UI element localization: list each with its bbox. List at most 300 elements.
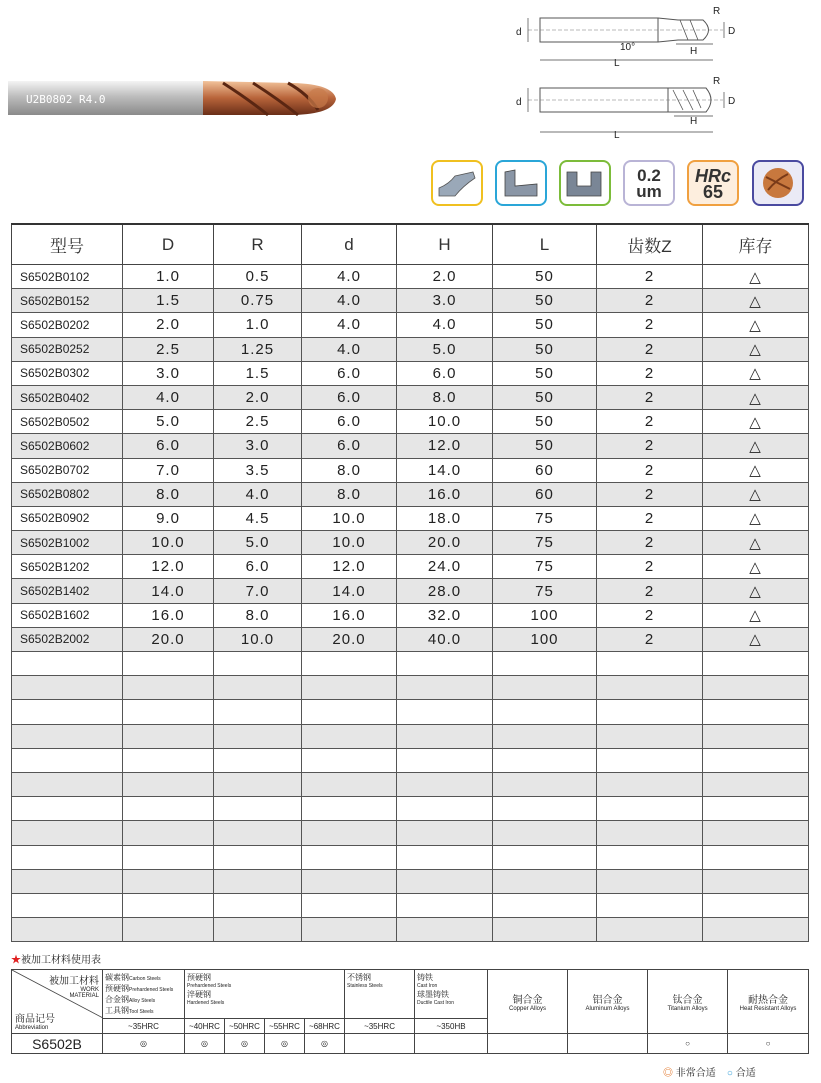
model-cell — [12, 652, 123, 676]
table-cell: 50 — [493, 385, 597, 409]
table-cell: 16.0 — [302, 603, 397, 627]
table-cell — [214, 652, 302, 676]
group-copper — [488, 970, 568, 1034]
table-cell — [703, 772, 809, 796]
table-row — [12, 410, 809, 434]
table-cell: 2.0 — [123, 313, 214, 337]
table-cell: △ — [703, 265, 809, 289]
model-cell: S6502B0902 — [12, 506, 123, 530]
table-cell — [703, 700, 809, 724]
hardness-cell: ~68HRC — [305, 1019, 345, 1034]
table-cell: 8.0 — [123, 482, 214, 506]
table-cell: 2 — [597, 337, 703, 361]
table-cell: 18.0 — [397, 506, 493, 530]
table-cell: 2 — [597, 289, 703, 313]
table-cell — [214, 918, 302, 942]
hardness-cell: ~350HB — [415, 1019, 488, 1034]
table-cell: 1.0 — [123, 265, 214, 289]
table-cell — [397, 893, 493, 917]
table-row — [12, 458, 809, 482]
prehard2-en: Prehardened Steels — [187, 983, 232, 989]
table-cell: 4.0 — [214, 482, 302, 506]
hardness-cell: ~35HRC — [345, 1019, 415, 1034]
table-cell — [493, 748, 597, 772]
table-cell: 2 — [597, 434, 703, 458]
table-cell: 4.0 — [397, 313, 493, 337]
legend-very-suitable: 非常合适 — [675, 1068, 716, 1079]
table-cell — [214, 821, 302, 845]
table-cell — [397, 652, 493, 676]
label-R-bottom: R — [713, 76, 721, 87]
table-cell: 5.0 — [123, 410, 214, 434]
table-cell: 50 — [493, 410, 597, 434]
caption-star: ★ — [11, 955, 21, 966]
table-row — [12, 772, 809, 796]
mark-cell: ○ — [648, 1034, 728, 1054]
table-cell — [397, 772, 493, 796]
table-cell — [597, 724, 703, 748]
table-cell — [493, 845, 597, 869]
table-row — [12, 918, 809, 942]
table-cell — [597, 918, 703, 942]
table-row — [12, 579, 809, 603]
model-cell: S6502B0402 — [12, 385, 123, 409]
table-cell — [123, 772, 214, 796]
table-cell: 4.0 — [302, 289, 397, 313]
legend-suitable: 合适 — [735, 1068, 756, 1079]
model-cell: S6502B0702 — [12, 458, 123, 482]
table-cell: 2 — [597, 603, 703, 627]
table-cell: 2 — [597, 506, 703, 530]
mark-cell: ◎ — [185, 1034, 225, 1054]
ductile-en: Ductile Cast Iron — [417, 1000, 454, 1006]
label-R-top: R — [713, 6, 721, 17]
carbon-cn: 碳素钢 — [105, 973, 129, 982]
mark-cell — [488, 1034, 568, 1054]
table-cell — [493, 918, 597, 942]
mark-cell — [415, 1034, 488, 1054]
shoulder-milling-icon — [495, 160, 547, 206]
model-cell: S6502B2002 — [12, 627, 123, 651]
table-cell: 20.0 — [123, 627, 214, 651]
corner-material-en2: MATERIAL — [69, 993, 99, 999]
table-cell — [123, 821, 214, 845]
table-row — [12, 700, 809, 724]
table-cell: 2.5 — [123, 337, 214, 361]
table-cell — [703, 676, 809, 700]
table-cell: 75 — [493, 555, 597, 579]
table-cell — [302, 748, 397, 772]
table-cell: 6.0 — [302, 361, 397, 385]
table-cell: 2.5 — [214, 410, 302, 434]
model-cell — [12, 869, 123, 893]
tool-photo — [8, 74, 338, 124]
hardness-cell: ~50HRC — [225, 1019, 265, 1034]
dimension-drawing-top — [508, 2, 748, 72]
table-cell: 9.0 — [123, 506, 214, 530]
table-row — [12, 724, 809, 748]
copper-en: Copper Alloys — [509, 1006, 547, 1012]
model-cell: S6502B0102 — [12, 265, 123, 289]
model-cell — [12, 893, 123, 917]
table-cell: △ — [703, 289, 809, 313]
aluminum-en: Aluminum Alloys — [585, 1006, 630, 1012]
header-R: R — [214, 224, 302, 265]
table-cell — [397, 797, 493, 821]
aluminum-cn: 铝合金 — [592, 995, 623, 1006]
table-row — [12, 869, 809, 893]
label-d-top: d — [516, 27, 522, 38]
titanium-cn: 钛合金 — [672, 995, 703, 1006]
table-cell — [214, 893, 302, 917]
model-cell — [12, 676, 123, 700]
table-cell: 75 — [493, 506, 597, 530]
table-cell: 6.0 — [123, 434, 214, 458]
corner-material-cn: 被加工材料 — [49, 976, 99, 987]
table-cell: 3.0 — [123, 361, 214, 385]
table-cell: 4.0 — [302, 337, 397, 361]
table-cell: △ — [703, 385, 809, 409]
coating-unit: um — [636, 182, 662, 201]
table-cell: 10.0 — [397, 410, 493, 434]
header-stock: 库存 — [703, 224, 809, 265]
table-cell: 1.5 — [123, 289, 214, 313]
label-D-top: D — [728, 26, 736, 37]
table-cell — [703, 918, 809, 942]
table-cell: 6.0 — [302, 410, 397, 434]
table-cell — [302, 797, 397, 821]
legend-very-suitable-mark: ◎ — [663, 1068, 673, 1079]
table-cell — [703, 797, 809, 821]
hardness-cell: ~40HRC — [185, 1019, 225, 1034]
cast-en: Cast Iron — [417, 983, 438, 989]
table-cell: 50 — [493, 313, 597, 337]
corner-product-cn: 商品记号 — [15, 1014, 55, 1025]
label-D-bottom: D — [728, 96, 736, 107]
table-cell — [302, 700, 397, 724]
model-cell: S6502B1202 — [12, 555, 123, 579]
table-cell — [302, 676, 397, 700]
product-abbreviation: S6502B — [12, 1034, 103, 1054]
table-cell: △ — [703, 531, 809, 555]
table-cell: 3.5 — [214, 458, 302, 482]
table-cell: 2.0 — [397, 265, 493, 289]
table-row — [12, 434, 809, 458]
table-cell: 2 — [597, 555, 703, 579]
table-cell — [597, 821, 703, 845]
corner-product-en: Abbreviation — [15, 1025, 49, 1031]
table-cell — [703, 724, 809, 748]
table-cell: 50 — [493, 337, 597, 361]
model-cell — [12, 700, 123, 724]
table-cell: △ — [703, 579, 809, 603]
mark-cell: ◎ — [265, 1034, 305, 1054]
table-cell: 6.0 — [397, 361, 493, 385]
mark-cell: ◎ — [225, 1034, 265, 1054]
table-cell — [397, 821, 493, 845]
table-cell: △ — [703, 627, 809, 651]
table-cell — [493, 700, 597, 724]
model-cell: S6502B0602 — [12, 434, 123, 458]
table-cell: 8.0 — [302, 458, 397, 482]
table-cell — [123, 700, 214, 724]
table-cell — [302, 652, 397, 676]
table-cell: 10.0 — [302, 506, 397, 530]
table-cell: 2 — [597, 313, 703, 337]
table-cell: 5.0 — [397, 337, 493, 361]
model-cell: S6502B1002 — [12, 531, 123, 555]
table-cell — [703, 821, 809, 845]
table-cell — [123, 748, 214, 772]
table-cell — [493, 821, 597, 845]
table-row — [12, 313, 809, 337]
table-cell — [302, 869, 397, 893]
table-cell — [123, 652, 214, 676]
table-cell — [397, 700, 493, 724]
table-cell: 10.0 — [123, 531, 214, 555]
hardened-cn: 淬硬钢 — [187, 990, 211, 999]
table-cell: 2 — [597, 265, 703, 289]
model-cell: S6502B1402 — [12, 579, 123, 603]
table-cell — [493, 772, 597, 796]
table-cell: 3.0 — [214, 434, 302, 458]
legend — [663, 1064, 756, 1079]
table-cell: 24.0 — [397, 555, 493, 579]
table-cell: 5.0 — [214, 531, 302, 555]
table-row — [12, 361, 809, 385]
table-cell: 6.0 — [302, 434, 397, 458]
table-row — [12, 797, 809, 821]
titanium-en: Titanium Alloys — [667, 1006, 708, 1012]
table-cell: 12.0 — [302, 555, 397, 579]
table-cell: 2 — [597, 385, 703, 409]
material-corner-cell — [12, 970, 103, 1034]
table-cell: 100 — [493, 603, 597, 627]
table-cell — [597, 772, 703, 796]
prehard-cn: 预硬钢 — [105, 984, 129, 993]
table-cell — [493, 724, 597, 748]
heat-cn: 耐热合金 — [748, 995, 789, 1006]
table-cell: 16.0 — [123, 603, 214, 627]
hardened-en: Hardened Steels — [187, 1000, 225, 1006]
table-cell: △ — [703, 555, 809, 579]
spec-header-row — [12, 224, 809, 265]
mark-cell: ◎ — [305, 1034, 345, 1054]
label-L-bottom: L — [614, 130, 620, 141]
table-cell — [597, 869, 703, 893]
label-angle: 10° — [620, 42, 636, 53]
alloy-en: Alloy Steels — [129, 998, 156, 1004]
table-cell: △ — [703, 482, 809, 506]
header-model: 型号 — [12, 224, 123, 265]
table-cell: 2 — [597, 410, 703, 434]
table-cell — [597, 748, 703, 772]
table-cell: 2.0 — [214, 385, 302, 409]
tool-cn: 工具钢 — [105, 1006, 129, 1015]
stainless-cn: 不锈钢 — [347, 973, 372, 982]
table-cell: 12.0 — [397, 434, 493, 458]
hardness-cell: ~55HRC — [265, 1019, 305, 1034]
cast-cn: 铸铁 — [417, 973, 434, 982]
label-d-bottom: d — [516, 97, 522, 108]
table-cell — [302, 772, 397, 796]
model-cell: S6502B1602 — [12, 603, 123, 627]
model-cell — [12, 724, 123, 748]
table-cell: △ — [703, 603, 809, 627]
table-cell — [214, 724, 302, 748]
table-cell: 2 — [597, 531, 703, 555]
table-row — [12, 555, 809, 579]
caption-text: 被加工材料使用表 — [21, 955, 101, 966]
table-row — [12, 627, 809, 651]
header-H: H — [397, 224, 493, 265]
table-cell: 40.0 — [397, 627, 493, 651]
table-cell: 50 — [493, 434, 597, 458]
header-d: d — [302, 224, 397, 265]
table-row — [12, 482, 809, 506]
model-cell — [12, 821, 123, 845]
table-cell — [397, 748, 493, 772]
coating-value: 0.2 — [637, 166, 661, 185]
table-cell — [397, 724, 493, 748]
table-cell — [493, 893, 597, 917]
table-cell — [397, 676, 493, 700]
legend-suitable-mark: ○ — [726, 1068, 733, 1079]
mark-cell — [568, 1034, 648, 1054]
table-cell: 6.0 — [302, 385, 397, 409]
model-cell: S6502B0252 — [12, 337, 123, 361]
table-cell — [703, 893, 809, 917]
ductile-cn: 球墨铸铁 — [417, 990, 450, 999]
spec-table — [11, 223, 809, 942]
table-cell: 60 — [493, 458, 597, 482]
table-cell: 16.0 — [397, 482, 493, 506]
hardness-value: 65 — [702, 182, 724, 202]
model-cell — [12, 845, 123, 869]
table-cell — [214, 700, 302, 724]
table-row — [12, 265, 809, 289]
table-cell — [302, 918, 397, 942]
label-L-top: L — [614, 58, 620, 69]
group-stainless — [345, 970, 415, 1019]
alloy-cn: 合金钢 — [105, 995, 129, 1004]
table-cell: 4.0 — [123, 385, 214, 409]
table-row — [12, 893, 809, 917]
mark-cell: ◎ — [103, 1034, 185, 1054]
table-cell — [123, 845, 214, 869]
group-hardened — [185, 970, 345, 1019]
carbon-en: Carbon Steels — [129, 976, 161, 982]
copper-cn: 铜合金 — [512, 995, 543, 1006]
table-cell: 1.5 — [214, 361, 302, 385]
table-cell — [214, 772, 302, 796]
ball-end-icon — [752, 160, 804, 206]
table-cell — [214, 797, 302, 821]
table-cell: 4.0 — [302, 313, 397, 337]
table-row — [12, 821, 809, 845]
table-cell — [123, 869, 214, 893]
table-cell: 8.0 — [302, 482, 397, 506]
model-cell — [12, 748, 123, 772]
table-cell — [493, 869, 597, 893]
profile-milling-icon — [431, 160, 483, 206]
header-flutes: 齿数Z — [597, 224, 703, 265]
table-cell: 60 — [493, 482, 597, 506]
model-cell — [12, 918, 123, 942]
table-row — [12, 603, 809, 627]
table-cell: 50 — [493, 289, 597, 313]
table-cell: 4.5 — [214, 506, 302, 530]
table-cell — [597, 676, 703, 700]
heat-en: Heat Resistant Alloys — [739, 1006, 797, 1012]
header-L: L — [493, 224, 597, 265]
model-cell: S6502B0802 — [12, 482, 123, 506]
mark-cell: ○ — [728, 1034, 809, 1054]
group-titanium — [648, 970, 728, 1034]
table-cell: 1.25 — [214, 337, 302, 361]
material-caption — [11, 951, 101, 966]
table-cell — [123, 918, 214, 942]
table-cell: 8.0 — [397, 385, 493, 409]
table-cell: 7.0 — [123, 458, 214, 482]
table-cell: 8.0 — [214, 603, 302, 627]
table-cell: △ — [703, 458, 809, 482]
table-cell — [123, 676, 214, 700]
table-cell: △ — [703, 506, 809, 530]
table-cell: 6.0 — [214, 555, 302, 579]
table-cell — [597, 893, 703, 917]
model-cell: S6502B0152 — [12, 289, 123, 313]
table-cell: 14.0 — [302, 579, 397, 603]
material-table — [11, 969, 809, 1054]
table-row — [12, 748, 809, 772]
table-cell — [302, 893, 397, 917]
table-cell: 0.75 — [214, 289, 302, 313]
group-heat-resistant — [728, 970, 809, 1034]
table-row — [12, 652, 809, 676]
table-cell: 100 — [493, 627, 597, 651]
table-cell: 4.0 — [302, 265, 397, 289]
table-cell: 14.0 — [397, 458, 493, 482]
stainless-en: Stainless Steels — [347, 983, 383, 989]
table-cell: △ — [703, 361, 809, 385]
model-cell — [12, 772, 123, 796]
table-cell — [214, 845, 302, 869]
table-cell: △ — [703, 313, 809, 337]
table-cell: 2 — [597, 627, 703, 651]
prehard-en: Prehardened Steels — [129, 987, 174, 993]
model-cell: S6502B0502 — [12, 410, 123, 434]
table-cell: △ — [703, 434, 809, 458]
table-cell: 3.0 — [397, 289, 493, 313]
hardness-cell: ~35HRC — [103, 1019, 185, 1034]
table-cell — [123, 724, 214, 748]
table-cell: 10.0 — [302, 531, 397, 555]
table-cell: 2 — [597, 482, 703, 506]
table-cell: 2 — [597, 361, 703, 385]
model-cell — [12, 797, 123, 821]
table-cell: 32.0 — [397, 603, 493, 627]
hardness-label: HRc — [694, 166, 731, 186]
table-cell — [597, 797, 703, 821]
group-carbon-alloy — [103, 970, 185, 1019]
table-cell — [123, 797, 214, 821]
table-cell — [597, 845, 703, 869]
table-cell: 14.0 — [123, 579, 214, 603]
table-cell: △ — [703, 410, 809, 434]
prehard2-cn: 预硬钢 — [187, 973, 211, 982]
header-D: D — [123, 224, 214, 265]
